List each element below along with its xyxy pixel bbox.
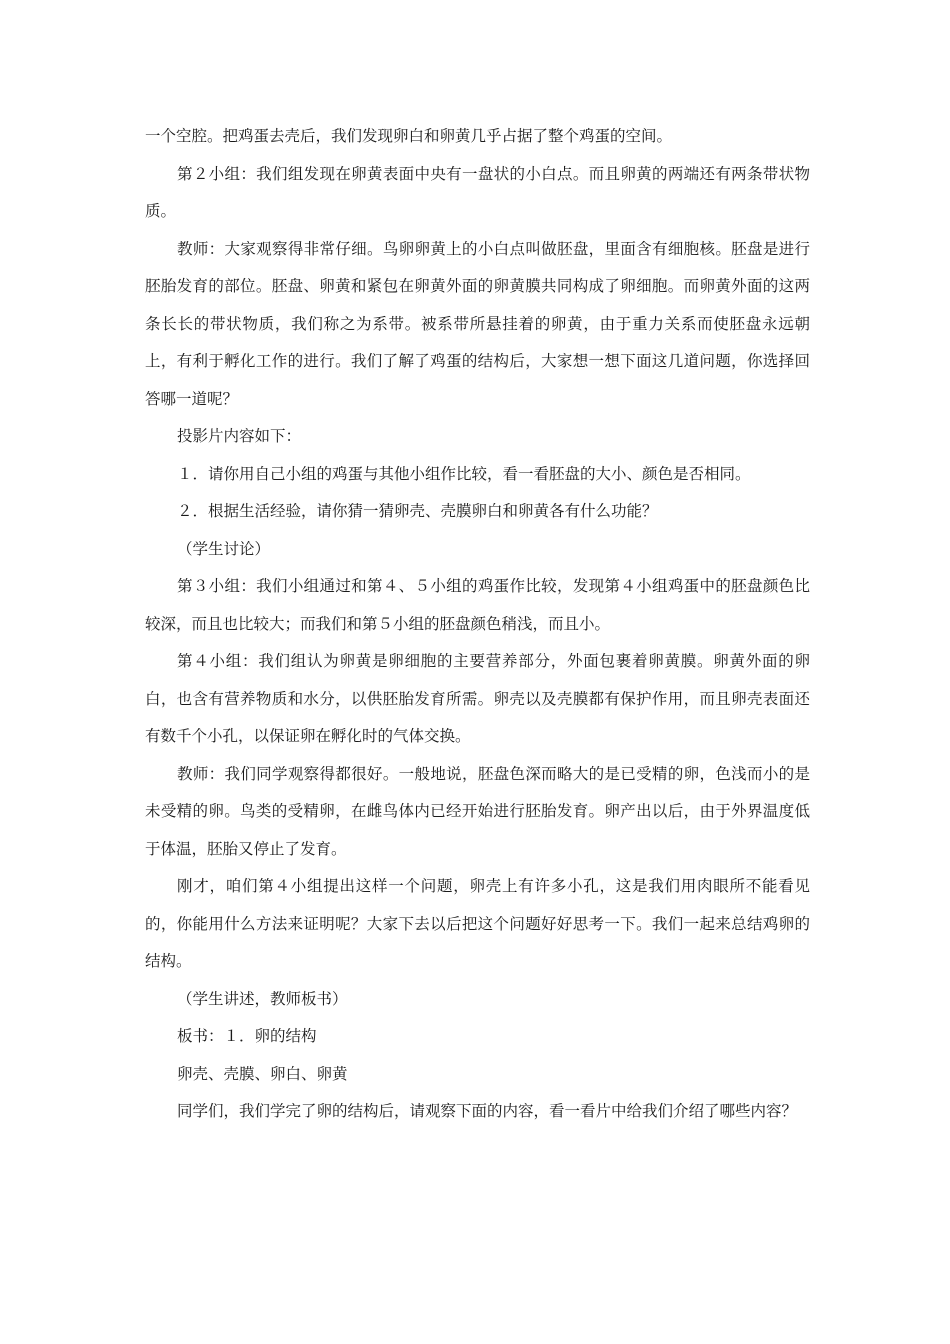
- paragraph-teacher-explanation: 教师：大家观察得非常仔细。鸟卵卵黄上的小白点叫做胚盘，里面含有细胞核。胚盘是进行胚胎发育的部位。胚盘、卵黄和紧包在卵黄外面的卵黄膜共同构成了卵细胞。而卵黄外面的这两条长长的带状物质，我们称之为系带。被系带所悬挂着的卵黄，由于重力关系而使胚盘永远朝上，有利于孵化工作的进行。我们了解了鸡蛋的结构后，大家想一想下面这几道问题，你选择回答哪一道呢？: [145, 239, 810, 408]
- document-body: [145, 118, 810, 1131]
- paragraph-closing-prompt: 同学们，我们学完了卵的结构后，请观察下面的内容，看一看片中给我们介绍了哪些内容？: [177, 1102, 798, 1120]
- paragraph-group4-answer: 第４小组：我们组认为卵黄是卵细胞的主要营养部分，外面包裹着卵黄膜。卵黄外面的卵白，也含有营养物质和水分，以供胚胎发育所需。卵壳以及壳膜都有保护作用，而且卵壳表面还有数千个小孔，以保证卵在孵化时的气体交换。: [145, 652, 810, 745]
- paragraph-board-title: 板书：１．卵的结构: [177, 1027, 317, 1045]
- paragraph-question-1: １．请你用自己小组的鸡蛋与其他小组作比较，看一看胚盘的大小、颜色是否相同。: [177, 464, 751, 483]
- paragraph-student-discussion: （学生讨论）: [177, 539, 271, 558]
- paragraph-slide-intro: 投影片内容如下：: [177, 427, 302, 445]
- paragraph-followup-question: 刚才，咱们第４小组提出这样一个问题，卵壳上有许多小孔，这是我们用肉眼所不能看见的，你能用什么方法来证明呢？大家下去以后把这个问题好好思考一下。我们一起来总结鸡卵的结构。: [145, 877, 810, 970]
- paragraph-student-narration: （学生讲述，教师板书）: [177, 989, 348, 1008]
- paragraph-group2-observation: 第２小组：我们组发现在卵黄表面中央有一盘状的小白点。而且卵黄的两端还有两条带状物质。: [145, 164, 810, 220]
- paragraph-question-2: ２．根据生活经验，请你猜一猜卵壳、壳膜卵白和卵黄各有什么功能？: [177, 502, 658, 520]
- paragraph-group3-answer: 第３小组：我们小组通过和第４、５小组的鸡蛋作比较，发现第４小组鸡蛋中的胚盘颜色比较深，而且也比较大；而我们和第５小组的胚盘颜色稍浅，而且小。: [145, 577, 810, 633]
- paragraph-continuation: 一个空腔。把鸡蛋去壳后，我们发现卵白和卵黄几乎占据了整个鸡蛋的空间。: [145, 127, 673, 145]
- paragraph-board-items: 卵壳、壳膜、卵白、卵黄: [177, 1064, 348, 1083]
- paragraph-teacher-summary: 教师：我们同学观察得都很好。一般地说，胚盘色深而略大的是已受精的卵，色浅而小的是未受精的卵。鸟类的受精卵，在雌鸟体内已经开始进行胚胎发育。卵产出以后，由于外界温度低于体温，胚胎又停止了发育。: [145, 764, 810, 858]
